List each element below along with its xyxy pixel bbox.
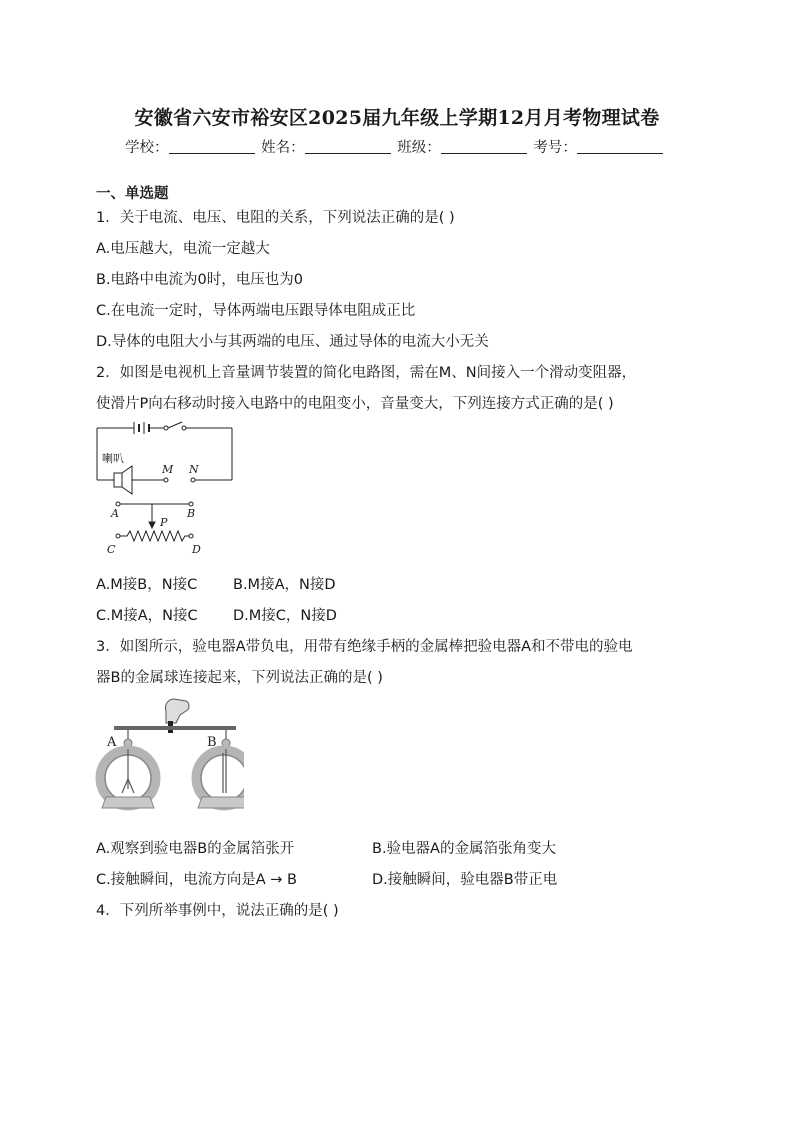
hand-icon bbox=[165, 699, 189, 723]
electroscope-b bbox=[196, 730, 244, 808]
slider-p-label: P bbox=[160, 516, 168, 529]
terminal-b-label: B bbox=[187, 507, 196, 520]
resistor-icon bbox=[120, 531, 189, 541]
q3-option-b: B.验电器A的金属箔张角变大 bbox=[372, 841, 556, 857]
q4-stem: 4．下列所举事例中，说法正确的是( ) bbox=[96, 903, 339, 919]
circuit-diagram bbox=[94, 418, 236, 560]
section-heading: 一、单选题 bbox=[96, 186, 169, 202]
student-info-row bbox=[125, 136, 665, 157]
page-title: 安徽省六安市裕安区2025届九年级上学期12月月考物理试卷 bbox=[134, 107, 660, 129]
q1-stem: 1．关于电流、电压、电阻的关系，下列说法正确的是( ) bbox=[96, 210, 455, 226]
speaker-icon bbox=[114, 473, 122, 487]
electroscope-b-label: B bbox=[207, 735, 217, 750]
q3-option-c: C.接触瞬间，电流方向是A → B bbox=[96, 872, 297, 888]
q2-option-a: A.M接B，N接C bbox=[96, 577, 198, 593]
electroscope-diagram bbox=[94, 693, 244, 823]
terminal-m-label: M bbox=[162, 463, 174, 476]
q1-option-a: A.电压越大，电流一定越大 bbox=[96, 241, 270, 257]
school-blank[interactable] bbox=[169, 139, 255, 154]
terminal-n-label: N bbox=[189, 463, 199, 476]
speaker-label: 喇叭 bbox=[102, 452, 124, 465]
electroscope-a-label: A bbox=[107, 735, 117, 750]
q2-stem-line1: 2．如图是电视机上音量调节装置的简化电路图，需在M、N间接入一个滑动变阻器， bbox=[96, 365, 637, 381]
class-label: 班级： bbox=[397, 140, 441, 156]
school-label: 学校： bbox=[125, 140, 169, 156]
name-blank[interactable] bbox=[305, 139, 391, 154]
q1-option-c: C.在电流一定时，导体两端电压跟导体电阻成正比 bbox=[96, 303, 416, 319]
terminal-a-label: A bbox=[111, 507, 119, 520]
q1-option-b: B.电路中电流为0时，电压也为0 bbox=[96, 272, 304, 288]
q2-option-b: B.M接A，N接D bbox=[233, 577, 336, 593]
exam-number-blank[interactable] bbox=[577, 139, 663, 154]
q3-stem-line1: 3．如图所示，验电器A带负电，用带有绝缘手柄的金属棒把验电器A和不带电的验电 bbox=[96, 639, 633, 655]
q2-option-c: C.M接A，N接C bbox=[96, 608, 198, 624]
terminal-c-label: C bbox=[107, 543, 116, 556]
q2-stem-line2: 使滑片P向右移动时接入电路中的电阻变小，音量变大，下列连接方式正确的是( ) bbox=[96, 396, 614, 412]
terminal-d-label: D bbox=[192, 543, 201, 556]
q2-option-d: D.M接C，N接D bbox=[233, 608, 337, 624]
class-blank[interactable] bbox=[441, 139, 527, 154]
q3-option-d: D.接触瞬间，验电器B带正电 bbox=[372, 872, 558, 888]
q1-option-d: D.导体的电阻大小与其两端的电压、通过导体的电流大小无关 bbox=[96, 334, 489, 350]
metal-rod bbox=[114, 726, 236, 730]
q3-option-a: A.观察到验电器B的金属箔张开 bbox=[96, 841, 295, 857]
name-label: 姓名： bbox=[261, 140, 305, 156]
exam-number-label: 考号： bbox=[533, 140, 577, 156]
q3-stem-line2: 器B的金属球连接起来，下列说法正确的是( ) bbox=[96, 670, 383, 686]
